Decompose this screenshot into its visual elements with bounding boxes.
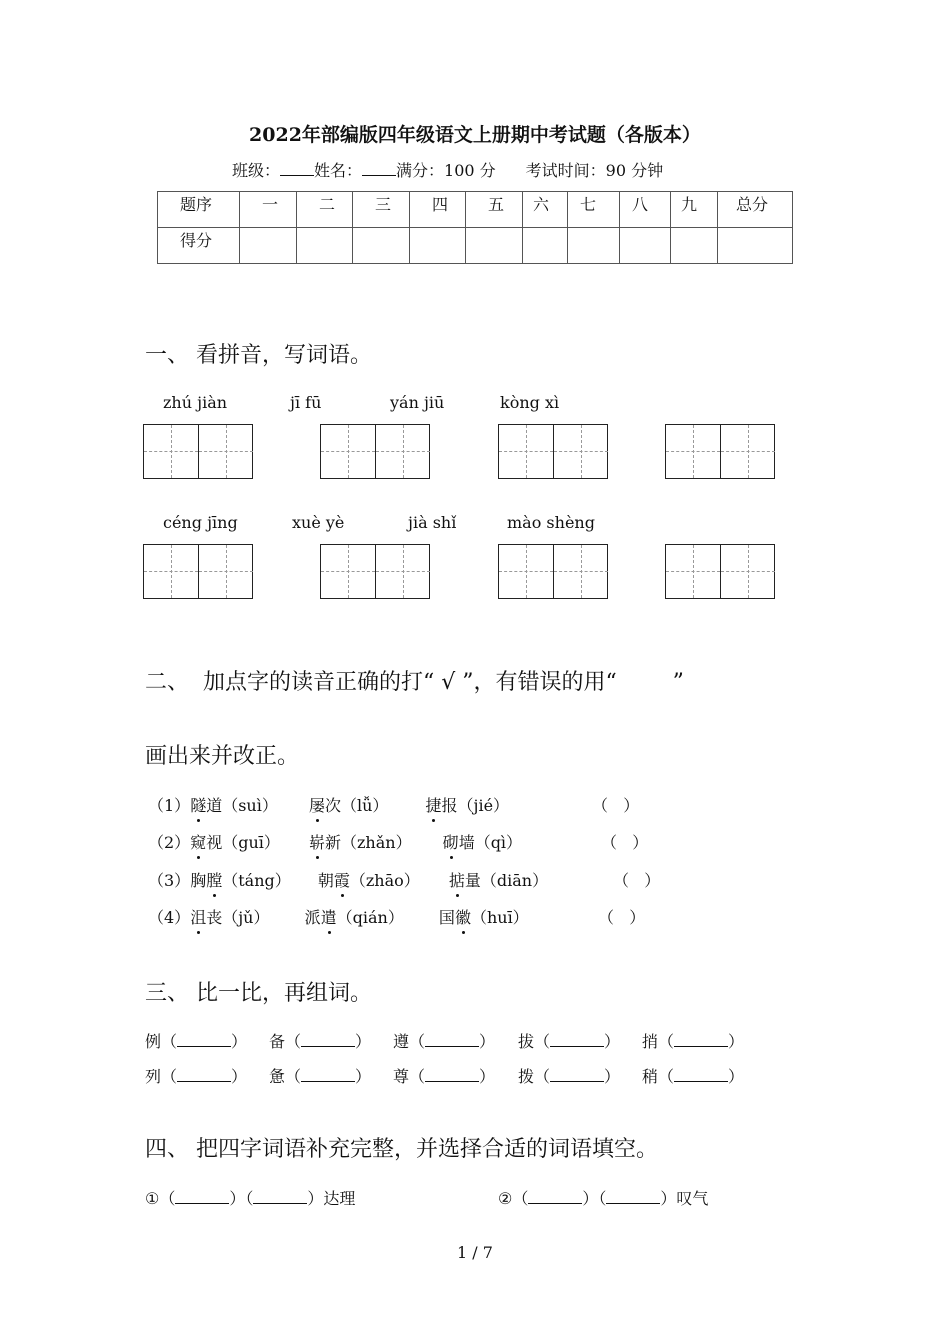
pronunciation-row-4	[148, 905, 529, 928]
pinyin-label: jī fū	[290, 393, 322, 412]
name-blank[interactable]	[362, 161, 396, 176]
score-cell[interactable]	[523, 228, 568, 264]
pinyin-label: zhú jiàn	[163, 393, 228, 412]
table-cell: 得分	[158, 228, 240, 264]
dotted-char: 徽	[454, 908, 471, 927]
table-cell: 五	[466, 192, 523, 228]
writing-grid[interactable]	[498, 544, 608, 599]
compare-char: 拔	[518, 1032, 535, 1051]
score-label: 满分：100 分	[396, 161, 496, 180]
writing-grid[interactable]	[143, 424, 253, 479]
dotted-char: 捷	[425, 796, 442, 815]
score-cell[interactable]	[671, 228, 718, 264]
pinyin-label: xuè yè	[292, 513, 345, 532]
dotted-char: 隧	[190, 796, 207, 815]
score-cell[interactable]	[297, 228, 353, 264]
answer-blank[interactable]	[177, 1069, 231, 1082]
section-3-heading: 三、 比一比，再组词。	[145, 981, 372, 1006]
word-rest: （zhāo）	[349, 871, 420, 890]
compare-char: 例	[145, 1032, 162, 1051]
answer-paren[interactable]: （ ）	[613, 871, 661, 890]
dotted-char: 屡	[308, 796, 325, 815]
answer-blank[interactable]	[606, 1191, 660, 1204]
compare-item: 捎（ ）	[642, 1032, 745, 1051]
compare-item: 列（ ）	[145, 1067, 248, 1086]
dotted-char: 膛	[206, 871, 223, 890]
word-rest: 丧（jǔ）	[206, 908, 270, 927]
time-label: 考试时间：90 分钟	[525, 161, 664, 180]
idiom-item-2: ②（ ）（ ）叹气	[498, 1189, 709, 1208]
word-pre: 派	[304, 908, 321, 927]
writing-grid[interactable]	[143, 544, 253, 599]
word-rest: 次（lǚ）	[324, 796, 389, 815]
table-cell: 七	[568, 192, 620, 228]
answer-blank[interactable]	[425, 1069, 479, 1082]
answer-blank[interactable]	[175, 1191, 229, 1204]
word-rest: （qián）	[336, 908, 404, 927]
name-label: 姓名：	[314, 161, 363, 180]
score-cell[interactable]	[410, 228, 466, 264]
answer-paren[interactable]: （ ）	[598, 908, 646, 927]
exam-meta	[232, 158, 663, 181]
answer-paren[interactable]: （ ）	[592, 796, 640, 815]
compare-item: 拔（ ）	[518, 1032, 621, 1051]
section-1-heading: 一、 看拼音，写词语。	[145, 343, 372, 368]
pinyin-label: jià shǐ	[408, 513, 457, 532]
pinyin-label: mào shèng	[507, 513, 595, 532]
compare-char: 尊	[393, 1067, 410, 1086]
writing-grid[interactable]	[498, 424, 608, 479]
table-cell: 六	[523, 192, 568, 228]
answer-blank[interactable]	[425, 1034, 479, 1047]
compare-item: 惫（ ）	[269, 1067, 372, 1086]
answer-blank[interactable]	[301, 1069, 355, 1082]
table-cell: 四	[410, 192, 466, 228]
idiom-item-1: ①（ ）（ ）达理	[145, 1189, 356, 1208]
score-cell[interactable]	[620, 228, 671, 264]
item-number: （1）	[148, 796, 191, 815]
item-number: ①	[145, 1189, 160, 1208]
pronunciation-row-2	[148, 830, 522, 853]
compare-item: 备（ ）	[269, 1032, 372, 1051]
table-cell: 三	[353, 192, 410, 228]
score-cell[interactable]	[353, 228, 410, 264]
answer-blank[interactable]	[177, 1034, 231, 1047]
writing-grid[interactable]	[320, 424, 430, 479]
page-number: 1 / 7	[457, 1243, 493, 1262]
idiom-suffix: 叹气	[676, 1189, 709, 1208]
score-cell[interactable]	[568, 228, 620, 264]
dotted-char: 霞	[333, 871, 350, 890]
dotted-char: 沮	[190, 908, 207, 927]
dotted-char: 掂	[448, 871, 465, 890]
score-table-score-row	[158, 228, 793, 264]
score-cell[interactable]	[466, 228, 523, 264]
answer-blank[interactable]	[550, 1034, 604, 1047]
word-rest: 量（diān）	[464, 871, 549, 890]
answer-blank[interactable]	[674, 1034, 728, 1047]
answer-blank[interactable]	[528, 1191, 582, 1204]
writing-grid[interactable]	[320, 544, 430, 599]
word-rest: （táng）	[222, 871, 291, 890]
dotted-char: 崭	[308, 833, 325, 852]
writing-grid[interactable]	[665, 544, 775, 599]
dotted-char: 窥	[190, 833, 207, 852]
writing-grid[interactable]	[665, 424, 775, 479]
table-cell: 二	[297, 192, 353, 228]
table-cell: 一	[240, 192, 297, 228]
item-number: （4）	[148, 908, 191, 927]
pronunciation-row-1	[148, 793, 509, 816]
table-cell: 八	[620, 192, 671, 228]
word-rest: 新（zhǎn）	[324, 833, 412, 852]
page-title: 2022年部编版四年级语文上册期中考试题（各版本）	[249, 124, 701, 146]
answer-paren[interactable]: （ ）	[601, 833, 649, 852]
compare-item: 尊（ ）	[393, 1067, 496, 1086]
word-rest: 墙（qì）	[458, 833, 523, 852]
compare-item: 拨（ ）	[518, 1067, 621, 1086]
pinyin-label: céng jīng	[163, 513, 238, 532]
answer-blank[interactable]	[301, 1034, 355, 1047]
word-pre: 国	[438, 908, 455, 927]
word-rest: （huī）	[470, 908, 529, 927]
score-table-header-row	[158, 192, 793, 228]
word-pre: 胸	[190, 871, 207, 890]
table-cell: 九	[671, 192, 718, 228]
compare-item: 稍（ ）	[642, 1067, 745, 1086]
answer-blank[interactable]	[253, 1191, 307, 1204]
section-2-heading: 二、 加点字的读音正确的打“ √ ”，有错误的用“ ”	[145, 670, 684, 695]
pinyin-label: kòng xì	[500, 393, 560, 412]
section-2-heading-cont: 画出来并改正。	[145, 744, 300, 769]
compare-item: 例（ ）	[145, 1032, 248, 1051]
score-cell[interactable]	[240, 228, 297, 264]
pinyin-label: yán jiū	[390, 393, 445, 412]
class-blank[interactable]	[280, 161, 314, 176]
compare-item: 遵（ ）	[393, 1032, 496, 1051]
table-cell: 总分	[718, 192, 793, 228]
compare-char: 惫	[269, 1067, 286, 1086]
pronunciation-row-3	[148, 868, 548, 891]
word-pre: 朝	[317, 871, 334, 890]
item-number: ②	[498, 1189, 513, 1208]
compare-char: 拨	[518, 1067, 535, 1086]
compare-char: 稍	[642, 1067, 659, 1086]
dotted-char: 遣	[320, 908, 337, 927]
score-cell[interactable]	[718, 228, 793, 264]
compare-char: 遵	[393, 1032, 410, 1051]
section-4-heading: 四、 把四字词语补充完整，并选择合适的词语填空。	[145, 1137, 658, 1162]
word-rest: 视（guī）	[206, 833, 280, 852]
score-table	[157, 191, 793, 264]
answer-blank[interactable]	[550, 1069, 604, 1082]
item-number: （2）	[148, 833, 191, 852]
word-rest: 报（jié）	[441, 796, 510, 815]
compare-char: 备	[269, 1032, 286, 1051]
word-rest: 道（suì）	[206, 796, 278, 815]
item-number: （3）	[148, 871, 191, 890]
compare-char: 列	[145, 1067, 162, 1086]
dotted-char: 砌	[442, 833, 459, 852]
compare-char: 捎	[642, 1032, 659, 1051]
idiom-suffix: 达理	[323, 1189, 356, 1208]
table-cell: 题序	[158, 192, 240, 228]
class-label: 班级：	[232, 161, 281, 180]
answer-blank[interactable]	[674, 1069, 728, 1082]
